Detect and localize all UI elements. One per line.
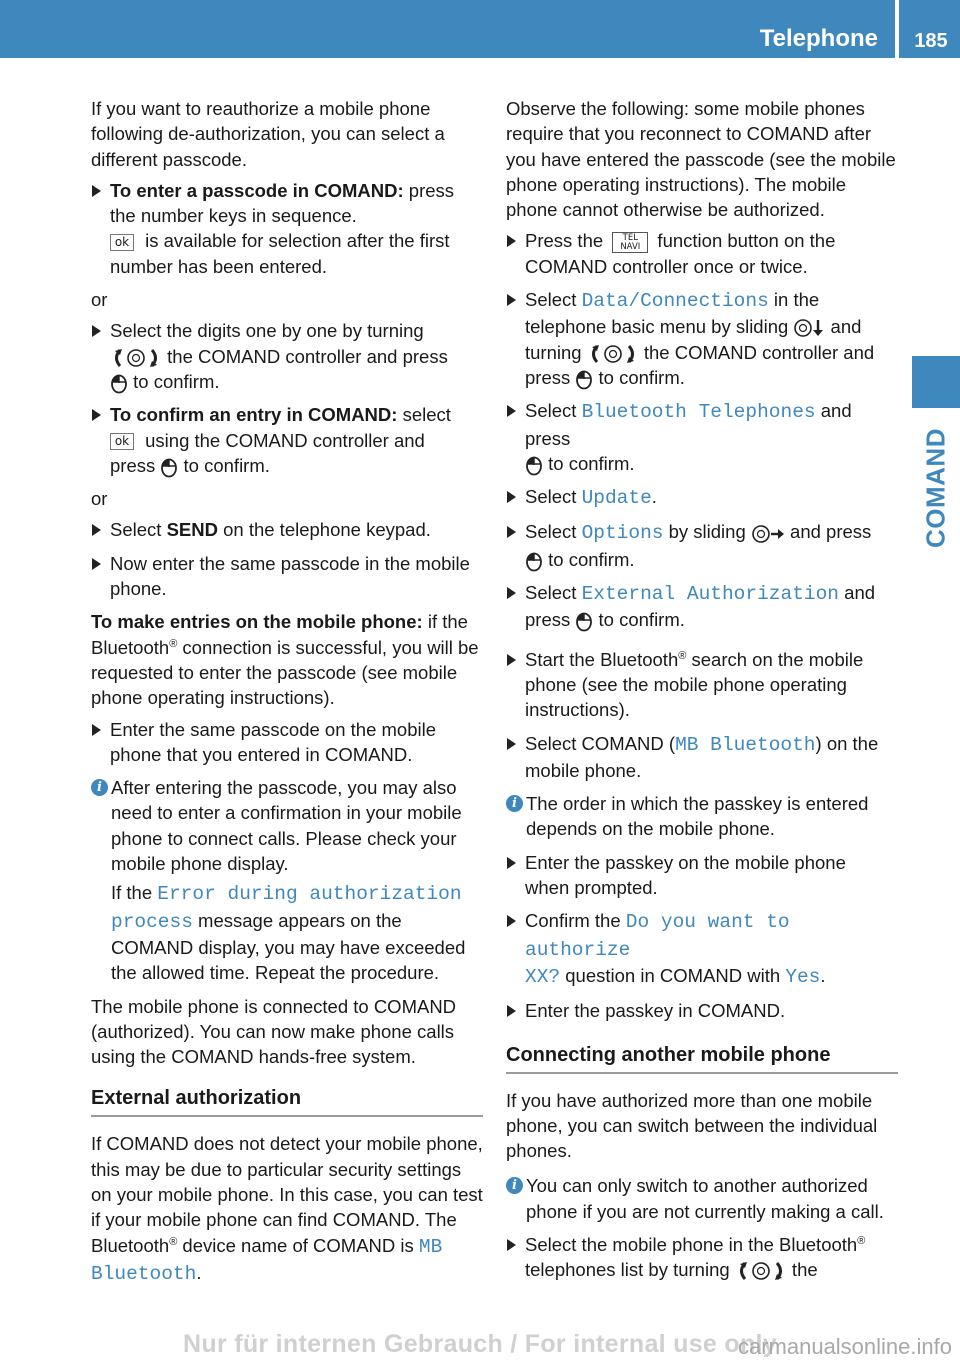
info-icon: i	[506, 1177, 523, 1194]
note-confirmation: i After entering the passcode, you may also need to enter a confirmation in your mobile phone to connect calls. Please check your mobile phone display. If the Error during authorization process message appears on the COMAND display, you may have exceeded the allowed time. Repeat the procedure.	[91, 775, 483, 985]
arrow-icon	[507, 1239, 516, 1251]
ok-key-icon: ok	[110, 234, 134, 251]
side-tab-label: COMAND	[920, 428, 951, 548]
arrow-icon	[92, 558, 101, 570]
or-text: or	[91, 488, 108, 510]
controller-slide-right-icon	[751, 523, 785, 545]
paragraph-observe: Observe the following: some mobile phones require that you reconnect to COMAND after you have entered the passcode (see the mobile phone operating instructions). The mobile phone cannot otherwise be authorized.	[506, 98, 896, 221]
arrow-icon	[507, 294, 516, 306]
step-select-update: Select Update.	[506, 484, 898, 511]
info-icon: i	[506, 795, 523, 812]
or-text: or	[91, 289, 108, 311]
arrow-icon	[507, 654, 516, 666]
note-passkey-order: i The order in which the passkey is entered depends on the mobile phone.	[506, 791, 898, 842]
arrow-icon	[92, 325, 101, 337]
arrow-icon	[507, 491, 516, 503]
step-select-external-authorization: Select External Authorization and press to confirm.	[506, 580, 898, 633]
section-title: Telephone	[759, 25, 878, 52]
arrow-icon	[507, 235, 516, 247]
controller-press-icon	[525, 550, 543, 572]
paragraph-not-detected: If COMAND does not detect your mobile phone, this may be due to particular security settings on your mobile phone. In this case, you can test if your mobile phone can find COMAND. The Bluetooth® device name of COMAND is MB Bluetooth.	[91, 1133, 483, 1285]
arrow-icon	[507, 587, 516, 599]
step-enter-passkey-comand: Enter the passkey in COMAND.	[506, 998, 898, 1023]
controller-turn-icon	[735, 1260, 787, 1282]
controller-press-icon	[160, 456, 178, 478]
paragraph-switch-phones: If you have authorized more than one mobile phone, you can switch between the individual phones.	[506, 1089, 878, 1162]
tel-navi-key-icon: TEL NAVI	[612, 232, 648, 253]
code-error: Error during authorization	[157, 883, 462, 906]
step-confirm-entry: To confirm an entry in COMAND: select ok using the COMAND controller and press to confirm.	[91, 402, 483, 478]
controller-press-icon	[525, 454, 543, 476]
arrow-icon	[507, 738, 516, 750]
arrow-icon	[507, 1005, 516, 1017]
controller-press-icon	[575, 610, 593, 632]
step-select-options: Select Options by sliding and press to confirm.	[506, 519, 898, 572]
controller-press-icon	[575, 368, 593, 390]
step-enter-passcode: To enter a passcode in COMAND: press the number keys in sequence. ok is available for selection after the first number has been entered.	[91, 178, 483, 279]
step-select-data-connections: Select Data/Connections in the telephone basic menu by sliding and turning the COMAND controller and press to confirm.	[506, 287, 898, 390]
arrow-icon	[507, 915, 516, 927]
arrow-icon	[92, 724, 101, 736]
controller-press-icon	[110, 372, 128, 394]
step-confirm-authorize: Confirm the Do you want to authorize XX? question in COMAND with Yes.	[506, 908, 898, 990]
paragraph-mobile-entries: To make entries on the mobile phone: if the Bluetooth® connection is successful, you will be requested to enter the passcode (see mobile phone operating instructions).	[91, 611, 479, 709]
footer-internal-use: Nur für internen Gebrauch / For internal use only	[183, 1330, 777, 1358]
step-start-bluetooth-search: Start the Bluetooth® search on the mobile phone (see the mobile phone operating instructions).	[506, 647, 898, 723]
paragraph-reauthorize: If you want to reauthorize a mobile phone following de-authorization, you can select a different passcode.	[91, 98, 445, 170]
step-select-digits: Select the digits one by one by turning the COMAND controller and press to confirm.	[91, 318, 483, 394]
controller-turn-icon	[587, 343, 639, 365]
info-icon: i	[91, 779, 108, 796]
controller-turn-icon	[110, 347, 162, 369]
arrow-icon	[507, 526, 516, 538]
left-column	[91, 96, 483, 1293]
arrow-icon	[507, 857, 516, 869]
ok-key-icon: ok	[110, 433, 134, 450]
controller-slide-down-icon	[793, 317, 825, 339]
step-enter-on-phone: Now enter the same passcode in the mobile phone.	[91, 551, 483, 602]
paragraph-connected: The mobile phone is connected to COMAND (authorized). You can now make phone calls using the COMAND hands-free system.	[91, 995, 457, 1068]
note-switch-call: i You can only switch to another authorized phone if you are not currently making a call.	[506, 1173, 898, 1224]
side-tab-marker	[912, 356, 960, 408]
step-enter-same-passcode: Enter the same passcode on the mobile phone that you entered in COMAND.	[91, 717, 483, 768]
page-number: 185	[914, 30, 948, 52]
heading-connecting-another: Connecting another mobile phone	[506, 1042, 898, 1074]
step-select-comand: Select COMAND (MB Bluetooth) on the mobile phone.	[506, 731, 898, 784]
arrow-icon	[507, 405, 516, 417]
header-divider	[895, 0, 899, 58]
step-press-tel: Press the TEL NAVI function button on the COMAND controller once or twice.	[506, 228, 898, 279]
arrow-icon	[92, 524, 101, 536]
right-column	[506, 96, 898, 1291]
arrow-icon	[92, 409, 101, 421]
step-select-bluetooth-telephones: Select Bluetooth Telephones and press to confirm.	[506, 398, 898, 476]
arrow-icon	[92, 185, 101, 197]
step-select-phone-list: Select the mobile phone in the Bluetooth® telephones list by turning the	[506, 1232, 898, 1283]
watermark: carmanualsonline.info	[737, 1334, 952, 1359]
heading-external-authorization: External authorization	[91, 1085, 483, 1117]
side-tab	[912, 408, 960, 568]
step-select-send: Select SEND on the telephone keypad.	[91, 517, 483, 542]
step-enter-passkey-phone: Enter the passkey on the mobile phone when prompted.	[506, 850, 898, 901]
code-device-name: MB Bluetooth	[91, 1235, 443, 1285]
